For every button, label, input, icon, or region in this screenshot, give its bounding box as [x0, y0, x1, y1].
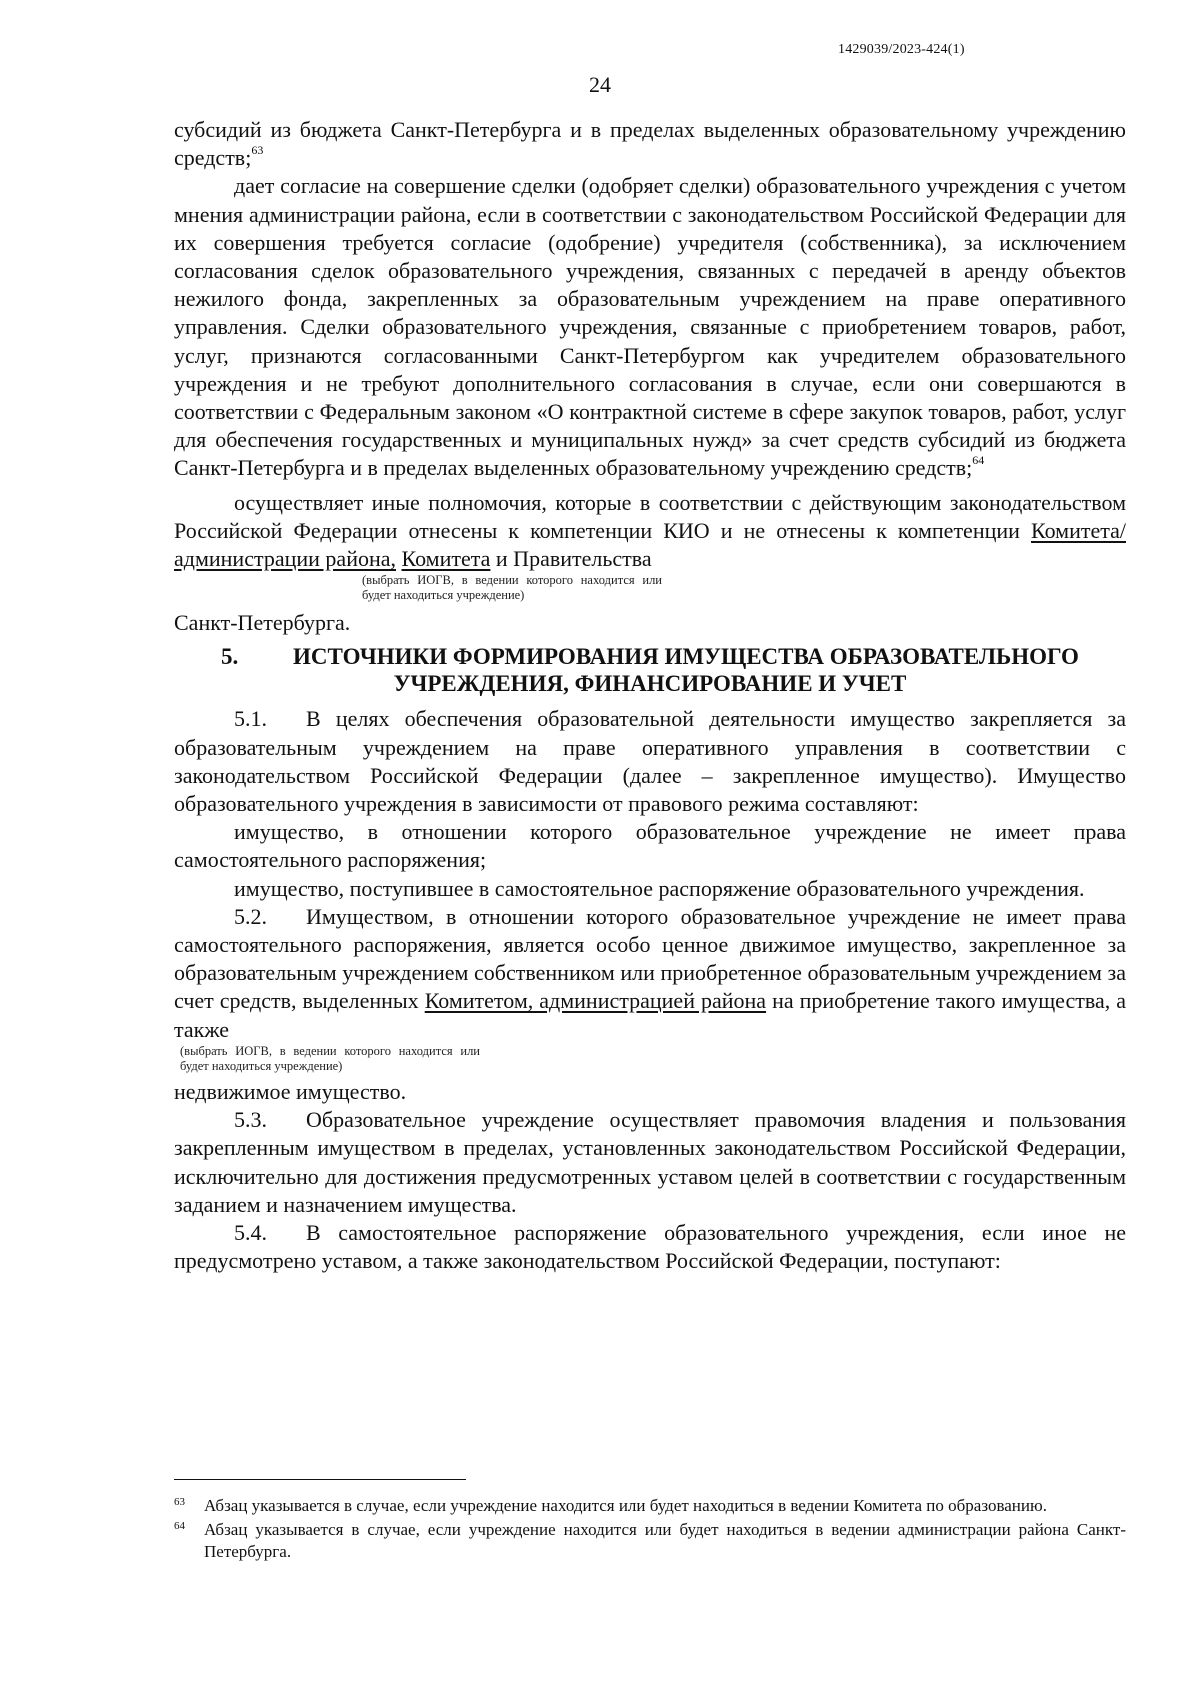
placeholder-note: (выбрать ИОГВ, в ведении которого находится или будет находиться учреждение) [362, 573, 662, 603]
paragraph-text: и Правительства [495, 546, 652, 572]
paragraph: недвижимое имущество. [174, 1078, 407, 1104]
clause-number: 5.4. [234, 1219, 267, 1245]
section-title: ИСТОЧНИКИ ФОРМИРОВАНИЯ ИМУЩЕСТВА ОБРАЗОВАТЕЛЬНОГО УЧРЕЖДЕНИЯ, ФИНАНСИРОВАНИЕ И УЧЕТ [293, 644, 1079, 697]
paragraph-text: дает согласие на совершение сделки (одобряет сделки) образовательного учреждения с учетом мнения администрации района, если в соответствии с законодательством Российской Федерации для их совершения требуется согласие (одобрение) учредителя (собственника), за исключением согласования сделок образовательного учреждения, связанных с передачей в аренду объектов нежилого фонда, закрепленных за образовательным учреждением на праве оперативного управления. Сделки образовательного учреждения, связанные с приобретением товаров, работ, услуг, признаются согласованными Санкт-Петербургом как учредителем образовательного учреждения и не требуют дополнительного согласования в случае, если они совершаются в соответствии с Федеральным законом «О контрактной системе в сфере закупок товаров, работ, услуг для обеспечения государственных и муниципальных нужд» за счет средств субсидий из бюджета Санкт-Петербурга и в пределах выделенных образовательному учреждению средств; [174, 173, 1126, 481]
clause-number: 5.2. [234, 903, 267, 929]
clause-5-1 [174, 705, 1126, 818]
footnote-ref: 64 [972, 453, 985, 468]
clause-5-2 [174, 903, 1126, 1044]
placeholder-authority: Комитета/администрации района, [174, 517, 1126, 572]
paragraph [174, 489, 1126, 574]
footnote [174, 1519, 1126, 1563]
page-number: 24 [589, 72, 611, 97]
document-body [174, 116, 1126, 1275]
list-item: имущество, поступившее в самостоятельное распоряжение образовательного учреждения. [234, 875, 1085, 901]
footnote-text: Абзац указывается в случае, если учреждение находится или будет находиться в ведении Комитета по образованию. [204, 1496, 1047, 1515]
footnotes [174, 1495, 1126, 1565]
clause-number: 5.1. [234, 706, 267, 732]
paragraph-text: субсидий из бюджета Санкт-Петербурга и в пределах выделенных образовательному учреждению средств; [174, 117, 1126, 171]
paragraph [174, 116, 1126, 172]
footnote [174, 1495, 1126, 1517]
section-heading [174, 643, 1126, 697]
document-number: 1429039/2023-424(1) [838, 42, 965, 57]
footnote-mark: 64 [174, 1520, 185, 1532]
clause-text: Имуществом, в отношении которого образовательное учреждение не имеет права самостоятельного распоряжения, является особо ценное движимое имущество, закрепленное за образовательным учреждением собственником или приобретенное образовательным учреждением за счет средств, выделенных [174, 903, 1126, 1014]
clause-text: В целях обеспечения образовательной деятельности имущество закрепляется за образовательным учреждением на праве оперативного управления в соответствии с законодательством Российской Федерации (далее – закрепленное имущество). Имущество образовательного учреждения в зависимости от правового режима составляют: [174, 706, 1126, 817]
footnote-separator [174, 1479, 466, 1480]
placeholder-committee: Комитета [401, 546, 491, 572]
clause-5-3 [174, 1106, 1126, 1219]
list-item: имущество, в отношении которого образовательное учреждение не имеет права самостоятельного распоряжения; [174, 819, 1126, 873]
footnote-text: Абзац указывается в случае, если учреждение находится или будет находиться в ведении администрации района Санкт-Петербурга. [204, 1520, 1126, 1561]
clause-text: на приобретение такого имущества, а также [174, 988, 1126, 1042]
section-number: 5. [221, 644, 239, 670]
paragraph-text: осуществляет иные полномочия, которые в соответствии с действующим законодательством Российской Федерации отнесены к компетенции КИО и не отнесены к компетенции [174, 489, 1126, 543]
footnote-mark: 63 [174, 1496, 185, 1508]
footnote-ref: 63 [251, 142, 264, 157]
clause-text: В самостоятельное распоряжение образовательного учреждения, если иное не предусмотрено уставом, а также законодательством Российской Федерации, поступают: [174, 1219, 1126, 1274]
paragraph: Санкт-Петербурга. [174, 610, 351, 636]
clause-5-4 [174, 1219, 1126, 1275]
clause-text: Образовательное учреждение осуществляет правомочия владения и пользования закрепленным имуществом в пределах, установленных законодательством Российской Федерации, исключительно для достижения предусмотренных уставом целей в соответствии с государственным заданием и назначением имущества. [174, 1107, 1126, 1217]
placeholder-note: (выбрать ИОГВ, в ведении которого находится или будет находиться учреждение) [180, 1043, 480, 1073]
placeholder-authority: Комитетом, администрацией района [424, 988, 767, 1014]
paragraph [174, 172, 1126, 482]
clause-number: 5.3. [234, 1107, 267, 1133]
